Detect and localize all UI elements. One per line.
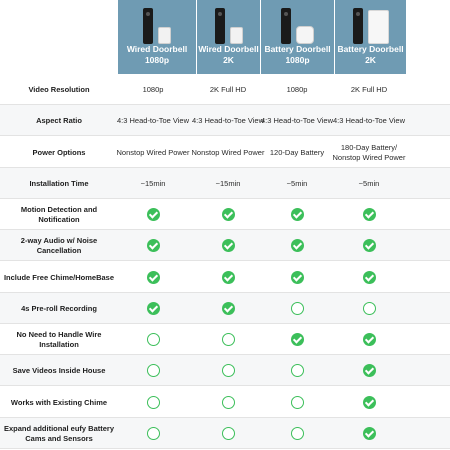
table-cell: [332, 199, 406, 230]
table-cell: [260, 355, 334, 386]
checkmark-icon: [147, 239, 160, 252]
table-cell: [116, 324, 190, 355]
row-label: Aspect Ratio: [36, 115, 82, 125]
table-cell: ~15min: [140, 178, 166, 188]
empty-circle-icon: [291, 396, 304, 409]
empty-circle-icon: [222, 396, 235, 409]
row-label: Motion Detection and Notification: [20, 205, 98, 224]
table-cell: [260, 387, 334, 418]
empty-circle-icon: [222, 364, 235, 377]
column-header-wired-1080p: [118, 0, 196, 74]
checkmark-icon: [147, 302, 160, 315]
empty-circle-icon: [291, 302, 304, 315]
empty-circle-icon: [147, 364, 160, 377]
column-header-battery-1080p: [260, 0, 334, 74]
table-cell: 4:3 Head-to-Toe View: [261, 115, 333, 125]
homebase-icon: [368, 10, 389, 44]
table-cell: [332, 387, 406, 418]
table-cell: [332, 262, 406, 293]
product-image: [335, 4, 406, 44]
table-cell: 4:3 Head-to-Toe View: [333, 115, 405, 125]
checkmark-icon: [363, 271, 376, 284]
chime-icon: [230, 27, 243, 44]
table-cell: 4:3 Head-to-Toe View: [117, 115, 189, 125]
table-cell: [191, 324, 265, 355]
table-cell: [116, 262, 190, 293]
empty-circle-icon: [222, 427, 235, 440]
column-header-label: Wired Doorbell 1080p: [126, 44, 188, 65]
table-cell: [332, 293, 406, 324]
table-cell: [191, 387, 265, 418]
table-cell: [191, 355, 265, 386]
row-label: No Need to Handle Wire Installation: [16, 330, 102, 349]
chime-icon: [296, 26, 314, 44]
checkmark-icon: [291, 333, 304, 346]
product-image: [197, 4, 260, 44]
checkmark-icon: [147, 271, 160, 284]
checkmark-icon: [363, 333, 376, 346]
table-row: [0, 324, 450, 355]
table-cell: [260, 199, 334, 230]
table-cell: 120-Day Battery: [269, 147, 325, 157]
table-cell: [116, 355, 190, 386]
row-label: Save Videos Inside House: [12, 365, 106, 375]
row-label: Video Resolution: [28, 84, 90, 94]
table-cell: ~15min: [215, 178, 241, 188]
column-header-label: Battery Doorbell 1080p: [264, 44, 331, 65]
checkmark-icon: [222, 302, 235, 315]
checkmark-icon: [363, 427, 376, 440]
column-header-label: Battery Doorbell 2K: [337, 44, 404, 65]
table-cell: [116, 387, 190, 418]
table-row: [0, 230, 450, 261]
table-cell: 180-Day Battery/ Nonstop Wired Power: [332, 143, 406, 162]
table-cell: ~5min: [286, 178, 308, 188]
table-cell: [260, 418, 334, 449]
table-cell: ~5min: [358, 178, 380, 188]
table-row: [0, 418, 450, 449]
table-cell: [260, 262, 334, 293]
doorbell-icon: [353, 8, 363, 44]
checkmark-icon: [291, 208, 304, 221]
checkmark-icon: [291, 271, 304, 284]
table-row: [0, 293, 450, 324]
empty-circle-icon: [291, 427, 304, 440]
table-header: [0, 0, 450, 74]
checkmark-icon: [363, 364, 376, 377]
table-cell: [260, 230, 334, 261]
doorbell-icon: [281, 8, 291, 44]
table-cell: 1080p: [286, 84, 308, 94]
doorbell-icon: [143, 8, 153, 44]
table-cell: [332, 418, 406, 449]
table-cell: [116, 230, 190, 261]
table-cell: 1080p: [142, 84, 164, 94]
row-label: 4s Pre-roll Recording: [21, 303, 97, 313]
empty-circle-icon: [222, 333, 235, 346]
checkmark-icon: [222, 271, 235, 284]
table-row: [0, 199, 450, 230]
checkmark-icon: [363, 396, 376, 409]
table-row: [0, 74, 450, 105]
product-image: [261, 4, 334, 44]
empty-circle-icon: [147, 427, 160, 440]
doorbell-icon: [215, 8, 225, 44]
checkmark-icon: [291, 239, 304, 252]
table-cell: [116, 293, 190, 324]
column-header-label: Wired Doorbell 2K: [198, 44, 259, 65]
row-label: Power Options: [32, 147, 86, 157]
column-header-wired-2k: [196, 0, 260, 74]
table-cell: [191, 230, 265, 261]
table-cell: [116, 418, 190, 449]
table-cell: [332, 355, 406, 386]
table-row: [0, 137, 450, 168]
header-corner: [0, 0, 118, 74]
table-row: [0, 168, 450, 199]
row-label: 2-way Audio w/ Noise Cancellation: [20, 236, 98, 255]
table-cell: 4:3 Head-to-Toe View: [192, 115, 264, 125]
column-header-battery-2k: [334, 0, 406, 74]
table-row: [0, 355, 450, 386]
table-cell: [191, 418, 265, 449]
table-cell: [191, 262, 265, 293]
table-cell: [116, 199, 190, 230]
table-cell: [332, 324, 406, 355]
empty-circle-icon: [291, 364, 304, 377]
row-label: Works with Existing Chime: [10, 397, 108, 407]
table-cell: [191, 199, 265, 230]
table-cell: [191, 293, 265, 324]
product-image: [118, 4, 196, 44]
empty-circle-icon: [147, 396, 160, 409]
table-cell: 2K Full HD: [350, 84, 388, 94]
row-label: Installation Time: [29, 178, 89, 188]
empty-circle-icon: [363, 302, 376, 315]
checkmark-icon: [363, 239, 376, 252]
table-row: [0, 387, 450, 418]
table-row: [0, 262, 450, 293]
checkmark-icon: [222, 239, 235, 252]
checkmark-icon: [363, 208, 376, 221]
table-row: [0, 105, 450, 136]
checkmark-icon: [222, 208, 235, 221]
chime-icon: [158, 27, 171, 44]
table-cell: [260, 324, 334, 355]
empty-circle-icon: [147, 333, 160, 346]
table-cell: 2K Full HD: [209, 84, 247, 94]
row-label: Include Free Chime/HomeBase: [3, 272, 115, 282]
table-cell: [260, 293, 334, 324]
table-cell: [332, 230, 406, 261]
checkmark-icon: [147, 208, 160, 221]
table-cell: Nonstop Wired Power: [116, 147, 190, 157]
row-label: Expand additional eufy Battery Cams and Sensors: [3, 424, 115, 443]
table-cell: Nonstop Wired Power: [191, 147, 265, 157]
